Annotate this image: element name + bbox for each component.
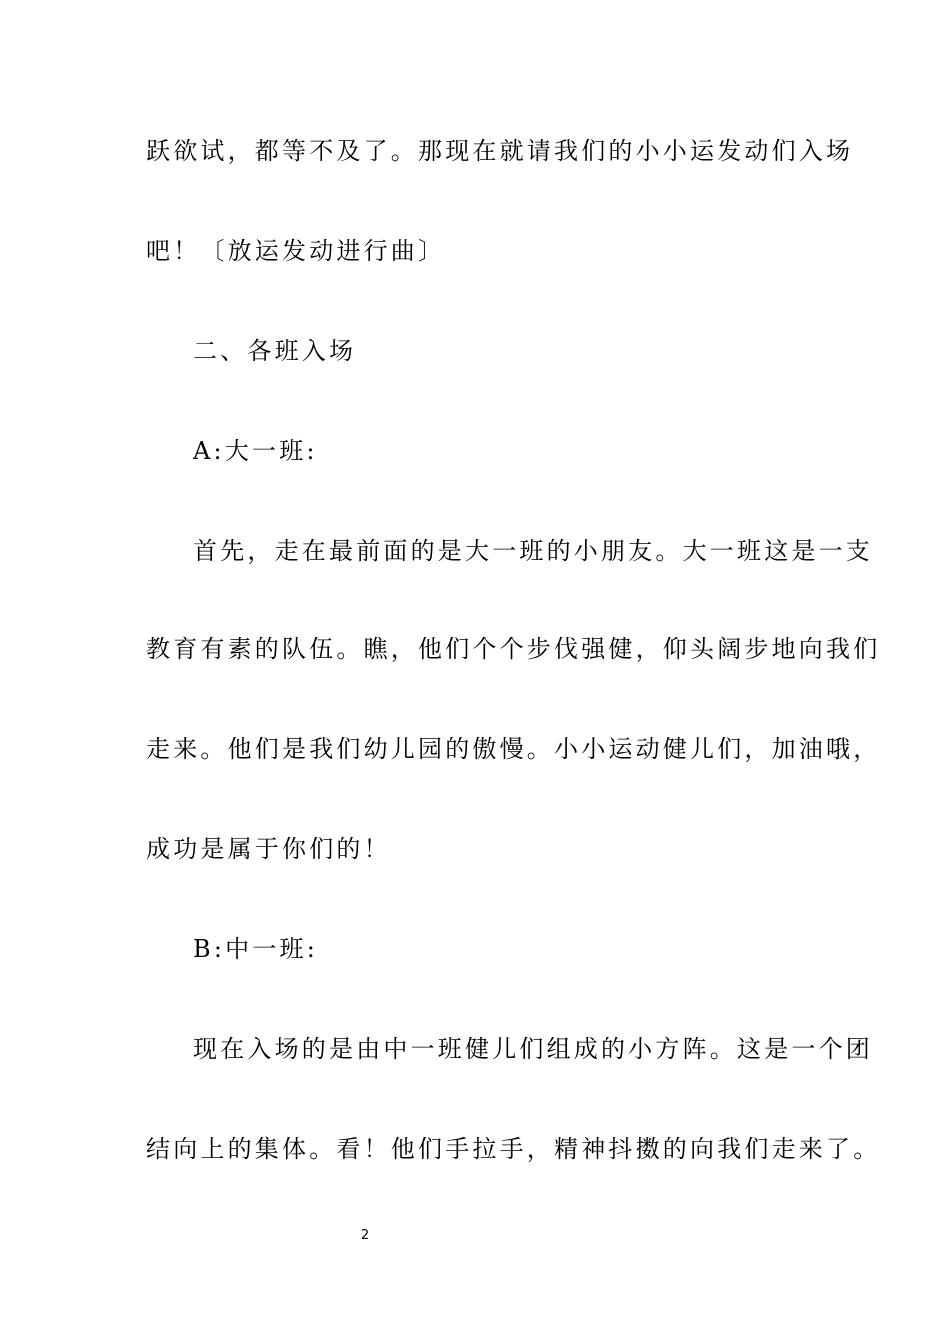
paragraph-line-3: 首先，走在最前面的是大一班的小朋友。大一班这是一支: [193, 537, 873, 565]
paragraph-line-2: 吧！〔放运发动进行曲〕: [146, 237, 446, 265]
class-label-b: B:中一班:: [193, 935, 319, 963]
section-heading: 二、各班入场: [193, 337, 357, 365]
paragraph-line-7: 现在入场的是由中一班健儿们组成的小方阵。这是一个团: [193, 1035, 873, 1063]
paragraph-line-5: 走来。他们是我们幼儿园的傲慢。小小运动健儿们，加油哦，: [146, 735, 881, 763]
page-number: 2: [360, 1228, 370, 1243]
paragraph-line-4: 教育有素的队伍。瞧，他们个个步伐强健，仰头阔步地向我们: [146, 635, 881, 663]
class-label-a: A:大一班:: [193, 437, 318, 465]
paragraph-line-6: 成功是属于你们的！: [146, 835, 391, 863]
paragraph-line-1: 跃欲试，都等不及了。那现在就请我们的小小运发动们入场: [146, 137, 854, 165]
paragraph-line-8: 结向上的集体。看！他们手拉手，精神抖擞的向我们走来了。: [146, 1135, 881, 1163]
